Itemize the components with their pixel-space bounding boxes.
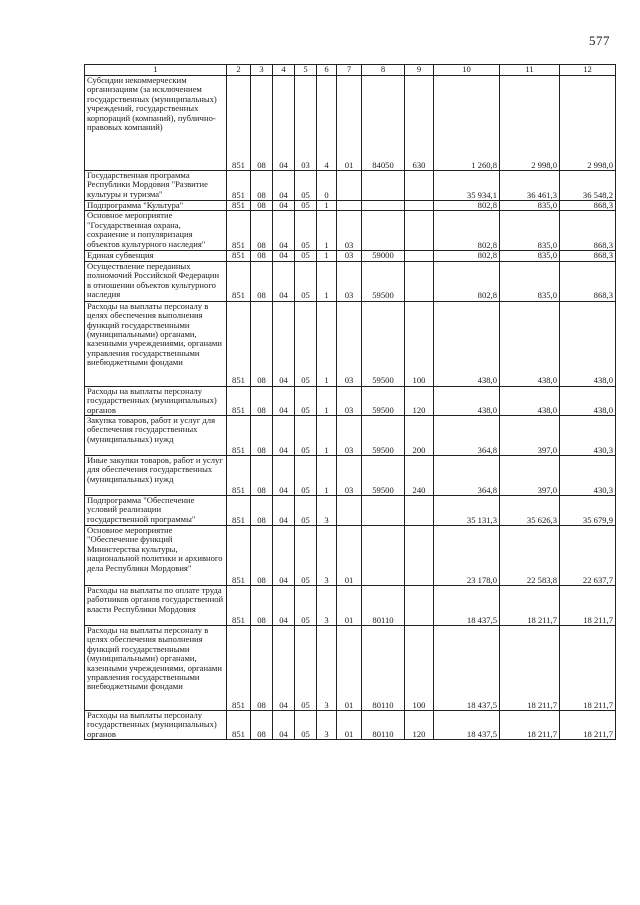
program-code: 05 [295, 171, 317, 201]
subsection-code: 04 [273, 261, 295, 301]
amount-year-2: 18 211,7 [500, 586, 560, 626]
admin-code: 851 [227, 171, 251, 201]
program-code: 05 [295, 626, 317, 711]
activity-code [337, 171, 362, 201]
expense-type-code [405, 586, 434, 626]
table-row [85, 586, 616, 626]
subprogram-code: 3 [317, 526, 337, 586]
expense-type-code: 100 [405, 301, 434, 386]
activity-code [337, 496, 362, 526]
direction-code: 59500 [362, 301, 405, 386]
amount-year-3: 18 211,7 [560, 626, 616, 711]
amount-year-2: 397,0 [500, 416, 560, 456]
amount-year-1: 18 437,5 [434, 626, 500, 711]
direction-code: 59500 [362, 416, 405, 456]
admin-code: 851 [227, 211, 251, 251]
subsection-code: 04 [273, 526, 295, 586]
table-row [85, 626, 616, 711]
direction-code [362, 496, 405, 526]
activity-code: 01 [337, 526, 362, 586]
activity-code: 03 [337, 211, 362, 251]
item-name: Расходы на выплаты персоналу в целях обеспечения выполнения функций государственными (муниципальными) органами, казенными учреждениями, органами управления государственными внебюджетными фондами [85, 626, 227, 711]
activity-code: 03 [337, 386, 362, 415]
expense-type-code [405, 526, 434, 586]
activity-code: 01 [337, 586, 362, 626]
admin-code: 851 [227, 301, 251, 386]
direction-code: 59500 [362, 261, 405, 301]
activity-code: 03 [337, 301, 362, 386]
item-name: Расходы на выплаты персоналу государственных (муниципальных) органов [85, 711, 227, 740]
admin-code: 851 [227, 586, 251, 626]
program-code: 03 [295, 76, 317, 171]
direction-code [362, 171, 405, 201]
budget-table [84, 64, 616, 740]
amount-year-2: 2 998,0 [500, 76, 560, 171]
table-row [85, 171, 616, 201]
direction-code: 84050 [362, 76, 405, 171]
amount-year-2: 36 461,3 [500, 171, 560, 201]
subsection-code: 04 [273, 626, 295, 711]
direction-code: 59500 [362, 386, 405, 415]
section-code: 08 [251, 711, 273, 740]
activity-code: 01 [337, 626, 362, 711]
amount-year-3: 438,0 [560, 301, 616, 386]
item-name: Закупка товаров, работ и услуг для обеспечения государственных (муниципальных) нужд [85, 416, 227, 456]
amount-year-1: 438,0 [434, 386, 500, 415]
item-name: Основное мероприятие "Государственная охрана, сохранение и популяризация объектов культурного наследия" [85, 211, 227, 251]
program-code: 05 [295, 201, 317, 211]
amount-year-2: 835,0 [500, 251, 560, 261]
activity-code: 01 [337, 76, 362, 171]
subprogram-code: 3 [317, 496, 337, 526]
amount-year-1: 802,8 [434, 211, 500, 251]
subsection-code: 04 [273, 171, 295, 201]
section-code: 08 [251, 496, 273, 526]
subprogram-code: 1 [317, 251, 337, 261]
admin-code: 851 [227, 711, 251, 740]
amount-year-2: 835,0 [500, 201, 560, 211]
item-name: Единая субвенция [85, 251, 227, 261]
expense-type-code: 120 [405, 386, 434, 415]
column-header: 7 [337, 65, 362, 76]
subprogram-code: 1 [317, 416, 337, 456]
section-code: 08 [251, 626, 273, 711]
amount-year-1: 364,8 [434, 416, 500, 456]
amount-year-1: 18 437,5 [434, 711, 500, 740]
amount-year-3: 18 211,7 [560, 586, 616, 626]
subprogram-code: 1 [317, 201, 337, 211]
table-row [85, 711, 616, 740]
column-header: 6 [317, 65, 337, 76]
amount-year-3: 35 679,9 [560, 496, 616, 526]
admin-code: 851 [227, 626, 251, 711]
amount-year-2: 835,0 [500, 211, 560, 251]
program-code: 05 [295, 496, 317, 526]
direction-code [362, 526, 405, 586]
amount-year-2: 35 626,3 [500, 496, 560, 526]
admin-code: 851 [227, 251, 251, 261]
direction-code: 59500 [362, 456, 405, 496]
amount-year-2: 835,0 [500, 261, 560, 301]
direction-code [362, 211, 405, 251]
program-code: 05 [295, 251, 317, 261]
subprogram-code: 0 [317, 171, 337, 201]
section-code: 08 [251, 301, 273, 386]
activity-code: 03 [337, 456, 362, 496]
expense-type-code: 100 [405, 626, 434, 711]
direction-code: 80110 [362, 586, 405, 626]
amount-year-1: 1 260,8 [434, 76, 500, 171]
table-row [85, 496, 616, 526]
amount-year-3: 868,3 [560, 251, 616, 261]
subprogram-code: 1 [317, 456, 337, 496]
table-row [85, 76, 616, 171]
amount-year-3: 430,3 [560, 416, 616, 456]
subsection-code: 04 [273, 201, 295, 211]
subsection-code: 04 [273, 586, 295, 626]
section-code: 08 [251, 456, 273, 496]
amount-year-1: 364,8 [434, 456, 500, 496]
column-header: 8 [362, 65, 405, 76]
program-code: 05 [295, 301, 317, 386]
section-code: 08 [251, 586, 273, 626]
subsection-code: 04 [273, 211, 295, 251]
activity-code [337, 201, 362, 211]
subsection-code: 04 [273, 251, 295, 261]
amount-year-2: 397,0 [500, 456, 560, 496]
amount-year-1: 35 131,3 [434, 496, 500, 526]
expense-type-code: 630 [405, 76, 434, 171]
page-number: 577 [589, 33, 610, 48]
activity-code: 03 [337, 251, 362, 261]
item-name: Иные закупки товаров, работ и услуг для обеспечения государственных (муниципальных) нужд [85, 456, 227, 496]
subprogram-code: 1 [317, 386, 337, 415]
program-code: 05 [295, 261, 317, 301]
amount-year-2: 22 583,8 [500, 526, 560, 586]
activity-code: 01 [337, 711, 362, 740]
amount-year-1: 802,8 [434, 261, 500, 301]
activity-code: 03 [337, 416, 362, 456]
program-code: 05 [295, 586, 317, 626]
item-name: Расходы на выплаты персоналу государственных (муниципальных) органов [85, 386, 227, 415]
column-header: 10 [434, 65, 500, 76]
table-row [85, 301, 616, 386]
header-row [85, 65, 616, 76]
table-row [85, 261, 616, 301]
program-code: 05 [295, 211, 317, 251]
amount-year-3: 430,3 [560, 456, 616, 496]
column-header: 12 [560, 65, 616, 76]
amount-year-3: 36 548,2 [560, 171, 616, 201]
direction-code [362, 201, 405, 211]
expense-type-code [405, 261, 434, 301]
item-name: Подпрограмма "Культура" [85, 201, 227, 211]
section-code: 08 [251, 171, 273, 201]
amount-year-1: 23 178,0 [434, 526, 500, 586]
direction-code: 59000 [362, 251, 405, 261]
direction-code: 80110 [362, 626, 405, 711]
subsection-code: 04 [273, 386, 295, 415]
subsection-code: 04 [273, 416, 295, 456]
subsection-code: 04 [273, 711, 295, 740]
column-header: 5 [295, 65, 317, 76]
admin-code: 851 [227, 496, 251, 526]
program-code: 05 [295, 416, 317, 456]
expense-type-code: 200 [405, 416, 434, 456]
program-code: 05 [295, 456, 317, 496]
amount-year-2: 438,0 [500, 301, 560, 386]
amount-year-2: 18 211,7 [500, 711, 560, 740]
subsection-code: 04 [273, 496, 295, 526]
column-header: 1 [85, 65, 227, 76]
amount-year-3: 868,3 [560, 211, 616, 251]
amount-year-3: 868,3 [560, 261, 616, 301]
expense-type-code [405, 171, 434, 201]
item-name: Расходы на выплаты по оплате труда работников органов государственной власти Республики Мордовия [85, 586, 227, 626]
activity-code: 03 [337, 261, 362, 301]
section-code: 08 [251, 386, 273, 415]
program-code: 05 [295, 711, 317, 740]
column-header: 2 [227, 65, 251, 76]
table-row [85, 416, 616, 456]
expense-type-code: 240 [405, 456, 434, 496]
section-code: 08 [251, 211, 273, 251]
subsection-code: 04 [273, 456, 295, 496]
amount-year-1: 438,0 [434, 301, 500, 386]
admin-code: 851 [227, 261, 251, 301]
subsection-code: 04 [273, 301, 295, 386]
amount-year-3: 18 211,7 [560, 711, 616, 740]
item-name: Основное мероприятие "Обеспечение функций Министерства культуры, национальной политики и архивного дела Республики Мордовия" [85, 526, 227, 586]
subprogram-code: 1 [317, 211, 337, 251]
subprogram-code: 1 [317, 301, 337, 386]
admin-code: 851 [227, 416, 251, 456]
subprogram-code: 1 [317, 261, 337, 301]
section-code: 08 [251, 201, 273, 211]
item-name: Государственная программа Республики Мордовия "Развитие культуры и туризма" [85, 171, 227, 201]
expense-type-code [405, 211, 434, 251]
column-header: 4 [273, 65, 295, 76]
amount-year-3: 868,3 [560, 201, 616, 211]
subprogram-code: 4 [317, 76, 337, 171]
table-row [85, 526, 616, 586]
expense-type-code: 120 [405, 711, 434, 740]
item-name: Подпрограмма "Обеспечение условий реализации государственной программы" [85, 496, 227, 526]
amount-year-2: 18 211,7 [500, 626, 560, 711]
amount-year-1: 802,8 [434, 251, 500, 261]
section-code: 08 [251, 261, 273, 301]
section-code: 08 [251, 526, 273, 586]
table-row [85, 456, 616, 496]
table-row [85, 386, 616, 415]
subprogram-code: 3 [317, 626, 337, 711]
expense-type-code [405, 496, 434, 526]
section-code: 08 [251, 251, 273, 261]
amount-year-3: 2 998,0 [560, 76, 616, 171]
amount-year-1: 35 934,1 [434, 171, 500, 201]
table-row [85, 201, 616, 211]
admin-code: 851 [227, 456, 251, 496]
subprogram-code: 3 [317, 586, 337, 626]
column-header: 9 [405, 65, 434, 76]
admin-code: 851 [227, 526, 251, 586]
table-row [85, 251, 616, 261]
admin-code: 851 [227, 201, 251, 211]
direction-code: 80110 [362, 711, 405, 740]
subsection-code: 04 [273, 76, 295, 171]
admin-code: 851 [227, 76, 251, 171]
column-header: 11 [500, 65, 560, 76]
program-code: 05 [295, 526, 317, 586]
section-code: 08 [251, 76, 273, 171]
amount-year-1: 18 437,5 [434, 586, 500, 626]
admin-code: 851 [227, 386, 251, 415]
section-code: 08 [251, 416, 273, 456]
subprogram-code: 3 [317, 711, 337, 740]
item-name: Осуществление переданных полномочий Российской Федерации в отношении объектов культурного наследия [85, 261, 227, 301]
expense-type-code [405, 201, 434, 211]
amount-year-2: 438,0 [500, 386, 560, 415]
expense-type-code [405, 251, 434, 261]
item-name: Субсидии некоммерческим организациям (за исключением государственных (муниципальных) учреждений, государственных корпораций (компаний), публично-правовых компаний) [85, 76, 227, 171]
program-code: 05 [295, 386, 317, 415]
amount-year-1: 802,8 [434, 201, 500, 211]
amount-year-3: 22 637,7 [560, 526, 616, 586]
item-name: Расходы на выплаты персоналу в целях обеспечения выполнения функций государственными (муниципальными) органами, казенными учреждениями, органами управления государственными внебюджетными фондами [85, 301, 227, 386]
amount-year-3: 438,0 [560, 386, 616, 415]
table-row [85, 211, 616, 251]
column-header: 3 [251, 65, 273, 76]
